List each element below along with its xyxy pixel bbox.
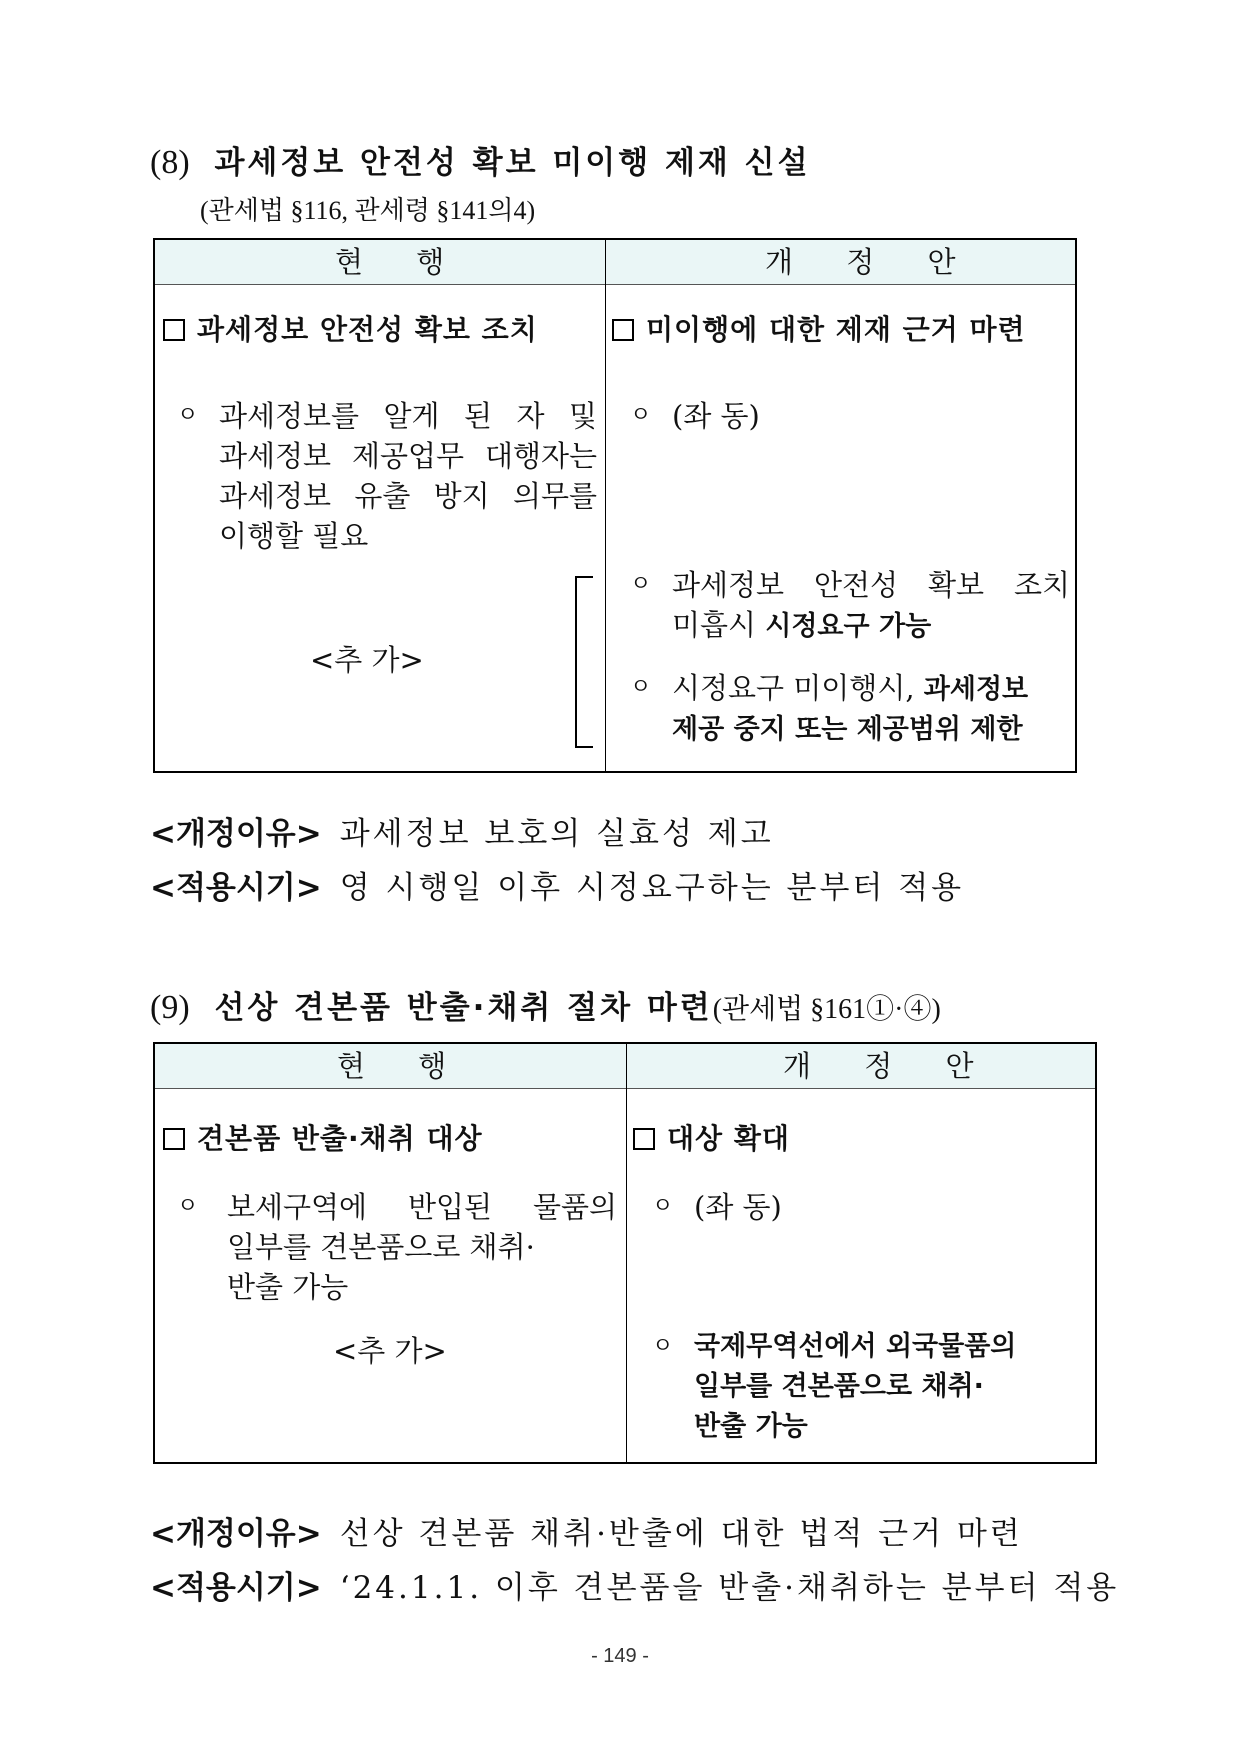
proposed-bullet-2: [652, 1327, 1092, 1452]
bullet-line: 반출 가능: [227, 1270, 349, 1304]
proposed-bullet-1: ㅇ (좌 동): [630, 396, 1070, 436]
bullet-circle-icon: ㅇ: [177, 1194, 199, 1219]
proposed-bullet-1: ㅇ (좌 동): [652, 1187, 1092, 1227]
checkbox-square-icon: [612, 319, 634, 341]
bullet-line: 일부를 견본품으로 채취·: [694, 1371, 984, 1402]
current-bullet: [177, 396, 597, 561]
bullet-line: 국제무역선에서 외국물품의: [694, 1331, 1017, 1362]
proposed-title: 미이행에 대한 제재 근거 마련: [612, 308, 1026, 348]
reason-label: <개정이유>: [150, 816, 322, 852]
section-8-law-reference: (관세법 §116, 관세령 §141의4): [200, 196, 536, 225]
section-9-title: 선상 견본품 반출·채취 절차 마련: [214, 990, 713, 1026]
section-8-reason: [150, 808, 774, 853]
header-proposed: 개 정 안: [765, 245, 978, 279]
section-9-law-reference: (관세법 §161①·④): [712, 994, 941, 1025]
bullet-circle-icon: ㅇ: [630, 572, 652, 597]
apply-text: ‘24.1.1. 이후 견본품을 반출·채취하는 분부터 적용: [339, 1570, 1120, 1606]
bullet-line: 과세정보 안전성 확보 조치: [672, 568, 1070, 602]
section-9-heading: [150, 987, 941, 1030]
bullet-line: 과세정보 제공업무 대행자는: [219, 439, 597, 473]
apply-label: <적용시기>: [150, 1570, 322, 1606]
header-current: 현 행: [337, 1049, 469, 1083]
page-number: - 149 -: [591, 1645, 649, 1667]
bullet-circle-icon: ㅇ: [652, 1194, 674, 1219]
section-9-number: (9): [150, 989, 190, 1026]
section-8-title: 과세정보 안전성 확보 미이행 제재 신설: [214, 145, 811, 181]
bullet-line: 과세정보를 알게 된 자 및: [219, 399, 597, 433]
reason-label: <개정이유>: [150, 1516, 322, 1552]
current-add-note: <추 가>: [333, 1334, 447, 1368]
reason-text: 과세정보 보호의 실효성 제고: [339, 816, 774, 852]
current-bullet: [177, 1187, 617, 1312]
section-8-comparison-table: [153, 238, 1077, 773]
bullet-circle-icon: ㅇ: [630, 403, 652, 428]
apply-label: <적용시기>: [150, 870, 322, 906]
current-title: 과세정보 안전성 확보 조치: [163, 308, 538, 348]
column-divider: [605, 240, 606, 771]
table-header: [155, 1044, 1095, 1089]
proposed-bullet-3: [630, 668, 1070, 750]
current-title: 견본품 반출·채취 대상: [163, 1117, 483, 1157]
header-current: 현 행: [335, 245, 467, 279]
section-9-comparison-table: [153, 1042, 1097, 1464]
checkbox-square-icon: [163, 1128, 185, 1150]
current-add-note: <추 가>: [310, 643, 424, 677]
column-divider: [626, 1044, 627, 1462]
checkbox-square-icon: [163, 319, 185, 341]
section-8-heading: [150, 142, 811, 183]
checkbox-square-icon: [633, 1128, 655, 1150]
proposed-bullet-2: [630, 565, 1070, 647]
bullet-line: 제공 중지 또는 제공범위 제한: [672, 714, 1023, 745]
section-8-number: (8): [150, 144, 190, 181]
table-header: [155, 240, 1075, 285]
reason-text: 선상 견본품 채취·반출에 대한 법적 근거 마련: [339, 1516, 1023, 1552]
bullet-circle-icon: ㅇ: [630, 675, 652, 700]
bullet-line: 미흡시 시정요구 가능: [672, 608, 932, 642]
bullet-line: 반출 가능: [694, 1411, 808, 1442]
bullet-circle-icon: ㅇ: [652, 1334, 674, 1359]
bullet-line: 보세구역에 반입된 물품의: [227, 1190, 617, 1224]
header-proposed: 개 정 안: [783, 1049, 996, 1083]
bullet-line: 과세정보 유출 방지 의무를: [219, 479, 597, 513]
bullet-circle-icon: ㅇ: [177, 403, 199, 428]
apply-text: 영 시행일 이후 시정요구하는 분부터 적용: [339, 870, 965, 906]
section-9-reason: [150, 1508, 1023, 1553]
bracket-icon: [575, 576, 593, 748]
bullet-line: 이행할 필요: [219, 519, 369, 553]
section-8-apply-date: [150, 862, 964, 907]
bullet-line: 시정요구 미이행시, 과세정보: [672, 671, 1029, 705]
bullet-line: 일부를 견본품으로 채취·: [227, 1230, 535, 1264]
section-9-apply-date: [150, 1562, 1119, 1607]
proposed-title: 대상 확대: [633, 1117, 790, 1157]
